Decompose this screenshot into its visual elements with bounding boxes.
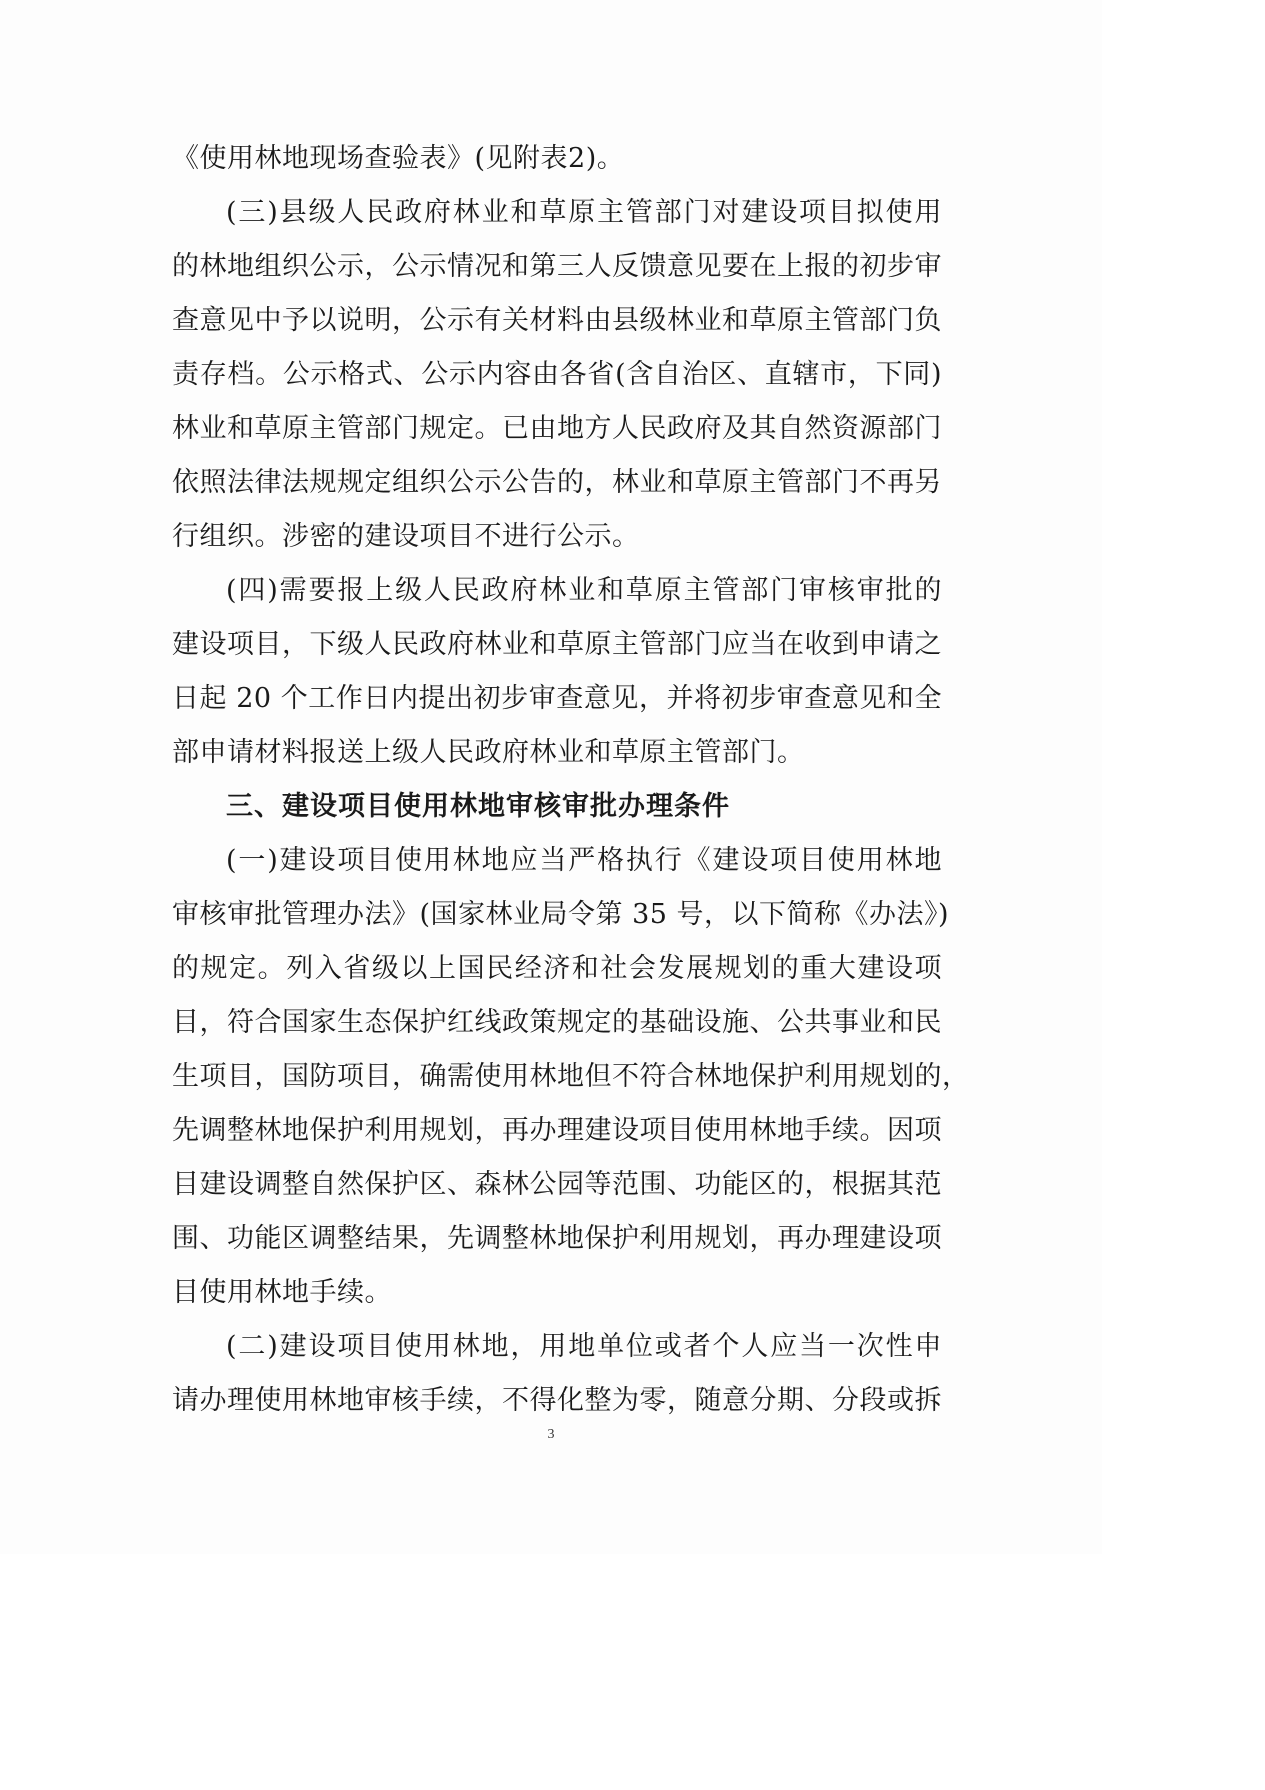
text-line: 目，符合国家生态保护红线政策规定的基础设施、公共事业和民	[172, 1007, 942, 1038]
paragraph-start-line: (四)需要报上级人民政府林业和草原主管部门审核审批的	[226, 575, 942, 606]
text-line: 生项目，国防项目，确需使用林地但不符合林地保护利用规划的，	[172, 1061, 970, 1092]
text-line: 依照法律法规规定组织公示公告的，林业和草原主管部门不再另	[172, 467, 942, 498]
text-line: 林业和草原主管部门规定。已由地方人民政府及其自然资源部门	[172, 413, 942, 444]
text-line: 责存档。公示格式、公示内容由各省(含自治区、直辖市，下同)	[172, 359, 942, 390]
text-line: 的规定。列入省级以上国民经济和社会发展规划的重大建设项	[172, 953, 942, 984]
paragraph-start-line: (一)建设项目使用林地应当严格执行《建设项目使用林地	[226, 845, 942, 876]
text-line: 审核审批管理办法》(国家林业局令第 35 号，以下简称《办法》)	[172, 899, 950, 930]
text-line: 目建设调整自然保护区、森林公园等范围、功能区的，根据其范	[172, 1169, 942, 1200]
document-body	[172, 132, 970, 1428]
text-line: 的林地组织公示，公示情况和第三人反馈意见要在上报的初步审	[172, 251, 942, 282]
text-line: 行组织。涉密的建设项目不进行公示。	[172, 521, 640, 552]
paragraph-start-line: (二)建设项目使用林地，用地单位或者个人应当一次性申	[226, 1331, 942, 1362]
text-line: 先调整林地保护利用规划，再办理建设项目使用林地手续。因项	[172, 1115, 942, 1146]
paragraph-start-line: (三)县级人民政府林业和草原主管部门对建设项目拟使用	[226, 197, 942, 228]
text-line: 查意见中予以说明，公示有关材料由县级林业和草原主管部门负	[172, 305, 942, 336]
page-number: 3	[547, 1427, 555, 1442]
text-line: 部申请材料报送上级人民政府林业和草原主管部门。	[172, 737, 805, 768]
text-line: 日起 20 个工作日内提出初步审查意见，并将初步审查意见和全	[172, 683, 942, 714]
text-line: 请办理使用林地审核手续，不得化整为零，随意分期、分段或拆	[172, 1385, 942, 1416]
text-line: 建设项目，下级人民政府林业和草原主管部门应当在收到申请之	[172, 629, 942, 660]
text-line: 目使用林地手续。	[172, 1277, 392, 1308]
section-heading: 三、建设项目使用林地审核审批办理条件	[226, 791, 730, 822]
text-line: 《使用林地现场查验表》(见附表2)。	[172, 143, 625, 174]
text-line: 围、功能区调整结果，先调整林地保护利用规划，再办理建设项	[172, 1223, 942, 1254]
